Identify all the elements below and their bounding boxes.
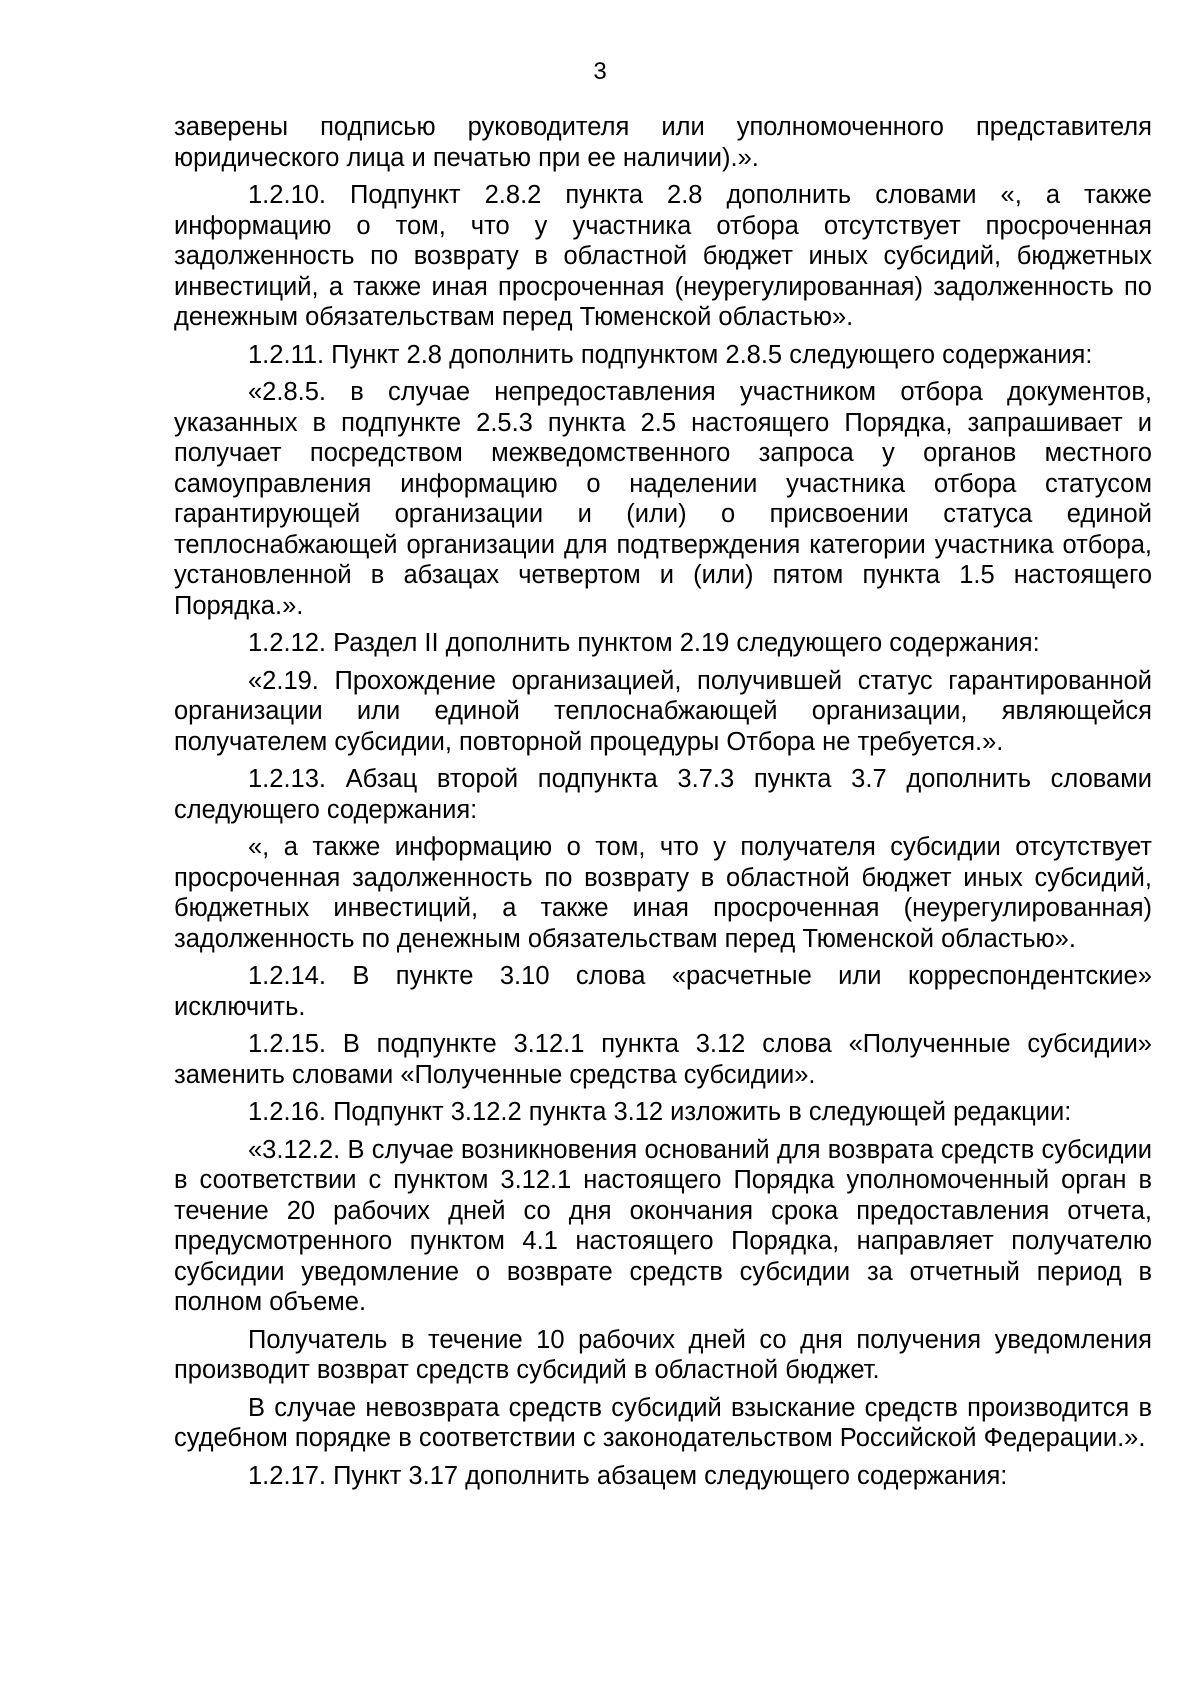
- paragraph-1-2-11: 1.2.11. Пункт 2.8 дополнить подпунктом 2.8.5 следующего содержания:: [248, 340, 1093, 369]
- paragraph-continuation: заверены подписью руководителя или уполномоченного представителя юридического лица и печатью при ее наличии).».: [174, 113, 1152, 172]
- paragraph-1-2-10: 1.2.10. Подпункт 2.8.2 пункта 2.8 дополнить словами «, а также информацию о том, что у участника отбора отсутствует просроченная задолженность по возврату в областной бюджет иных субсидий, бюджетных инвестиций, а также иная просроченная (неурегулированная) задолженность по денежным обязательствам перед Тюменской областью».: [174, 181, 1152, 331]
- page-number: 3: [593, 58, 607, 85]
- paragraph-recipient-return: Получатель в течение 10 рабочих дней со дня получения уведомления производит возврат средств субсидий в областной бюджет.: [174, 1325, 1152, 1384]
- paragraph-1-2-12: 1.2.12. Раздел II дополнить пунктом 2.19 следующего содержания:: [248, 629, 1040, 657]
- paragraph-quote-2-19: «2.19. Прохождение организацией, получившей статус гарантированной организации или единой теплоснабжающей организации, являющейся получателем субсидии, повторной процедуры Отбора не требуется.».: [174, 666, 1152, 756]
- document-body: [174, 112, 1152, 1498]
- paragraph-1-2-15: 1.2.15. В подпункте 3.12.1 пункта 3.12 слова «Полученные субсидии» заменить словами «Полученные средства субсидии».: [174, 1030, 1152, 1089]
- paragraph-1-2-14: 1.2.14. В пункте 3.10 слова «расчетные или корреспондентские» исключить.: [174, 962, 1152, 1021]
- paragraph-1-2-17: 1.2.17. Пункт 3.17 дополнить абзацем следующего содержания:: [248, 1461, 1008, 1490]
- paragraph-quote-3-12-2: «3.12.2. В случае возникновения оснований для возврата средств субсидии в соответствии с пунктом 3.12.1 настоящего Порядка уполномоченный орган в течение 20 рабочих дней со дня окончания срока предоставления отчета, предусмотренного пунктом 4.1 настоящего Порядка, направляет получателю субсидии уведомление о возврате средств субсидии за отчетный период в полном объеме.: [174, 1135, 1152, 1316]
- paragraph-quote-2-8-5: «2.8.5. в случае непредоставления участником отбора документов, указанных в подпункте 2.5.3 пункта 2.5 настоящего Порядка, запрашивает и получает посредством межведомственного запроса у органов местного самоуправления информацию о наделении участника отбора статусом гарантирующей организации и (или) о присвоении статуса единой теплоснабжающей организации для подтверждения категории участника отбора, установленной в абзацах четвертом и (или) пятом пункта 1.5 настоящего Порядка.».: [174, 378, 1152, 620]
- paragraph-court-recovery: В случае невозврата средств субсидий взыскание средств производится в судебном порядке в соответствии с законодательством Российской Федерации.».: [174, 1393, 1152, 1452]
- paragraph-quote-addition: «, а также информацию о том, что у получателя субсидии отсутствует просроченная задолженность по возврату в областной бюджет иных субсидий, бюджетных инвестиций, а также иная просроченная (неурегулированная) задолженность по денежным обязательствам перед Тюменской областью».: [174, 833, 1152, 953]
- paragraph-1-2-13: 1.2.13. Абзац второй подпункта 3.7.3 пункта 3.7 дополнить словами следующего содержания:: [174, 765, 1152, 824]
- paragraph-1-2-16: 1.2.16. Подпункт 3.12.2 пункта 3.12 изложить в следующей редакции:: [248, 1098, 1072, 1126]
